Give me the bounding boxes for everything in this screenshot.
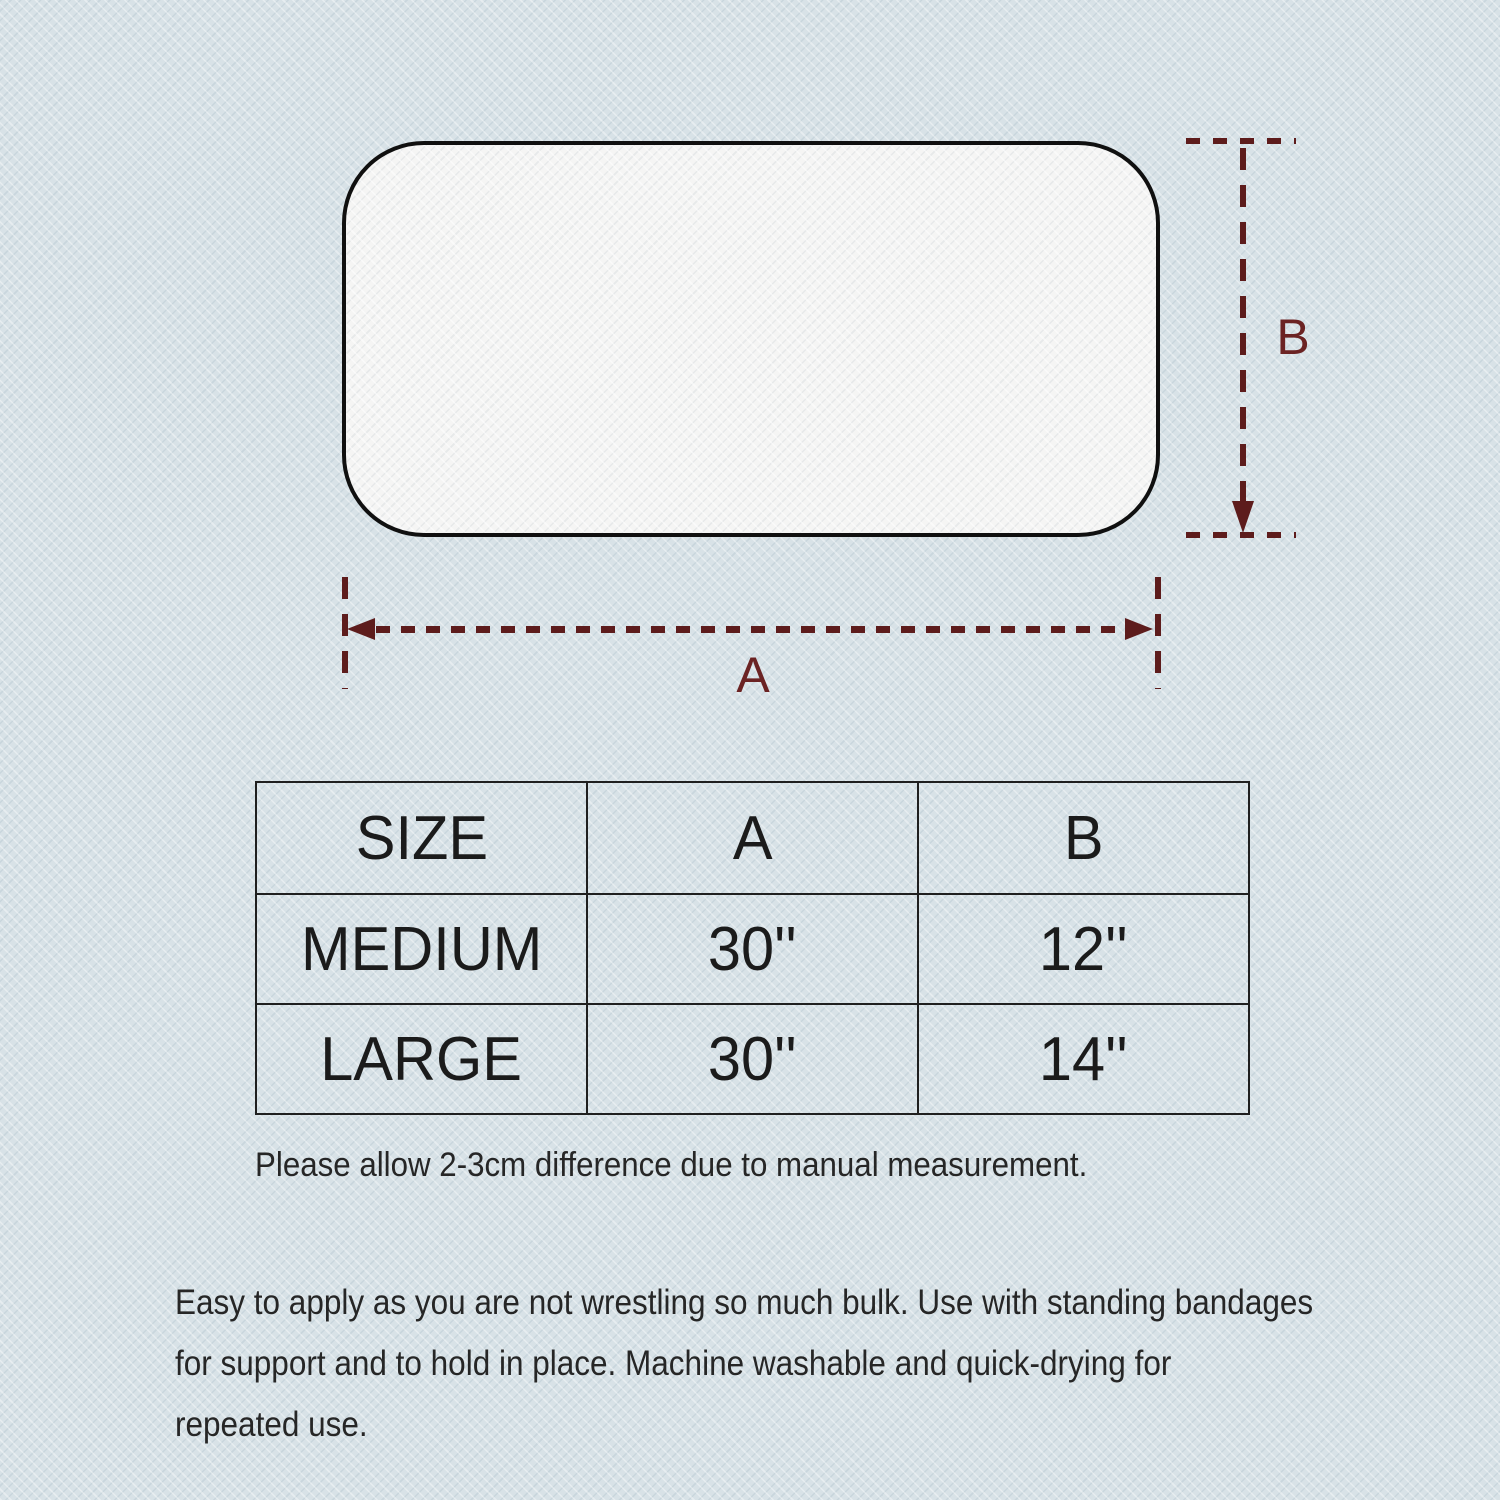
width-dim-right-extension-line [1155, 577, 1161, 689]
size-table-header-row [256, 782, 1249, 894]
b-value-cell: 12'' [918, 894, 1249, 1004]
height-dim-arrowhead-down-icon [1232, 501, 1254, 533]
a-value-cell: 30'' [587, 894, 918, 1004]
size-cell: MEDIUM [256, 894, 587, 1004]
width-dim-arrowhead-left-icon [347, 618, 375, 640]
size-table-header-size: SIZE [256, 782, 587, 894]
height-dim-bottom-extension-line [1186, 532, 1296, 538]
description-line-2: for support and to hold in place. Machine washable and quick-drying for [175, 1344, 1172, 1383]
width-dim-arrowhead-right-icon [1125, 618, 1153, 640]
size-cell: LARGE [256, 1004, 587, 1114]
measurement-note: Please allow 2-3cm difference due to manual measurement. [255, 1146, 1088, 1184]
size-table [255, 781, 1250, 1115]
height-dim-line [1240, 148, 1246, 504]
size-table-header-b: B [918, 782, 1249, 894]
width-dim-label: A [736, 647, 770, 703]
size-table-row-large [256, 1004, 1249, 1114]
product-pad-shape [342, 141, 1160, 537]
description-line-3: repeated use. [175, 1405, 368, 1444]
a-value-cell: 30'' [587, 1004, 918, 1114]
product-description [175, 1272, 1440, 1455]
height-dim-top-extension-line [1186, 138, 1296, 144]
height-dim-label: B [1276, 309, 1310, 365]
size-table-row-medium [256, 894, 1249, 1004]
b-value-cell: 14'' [918, 1004, 1249, 1114]
size-table-header-a: A [587, 782, 918, 894]
description-line-1: Easy to apply as you are not wrestling so much bulk. Use with standing bandages [175, 1283, 1314, 1322]
width-dim-line [376, 626, 1124, 633]
